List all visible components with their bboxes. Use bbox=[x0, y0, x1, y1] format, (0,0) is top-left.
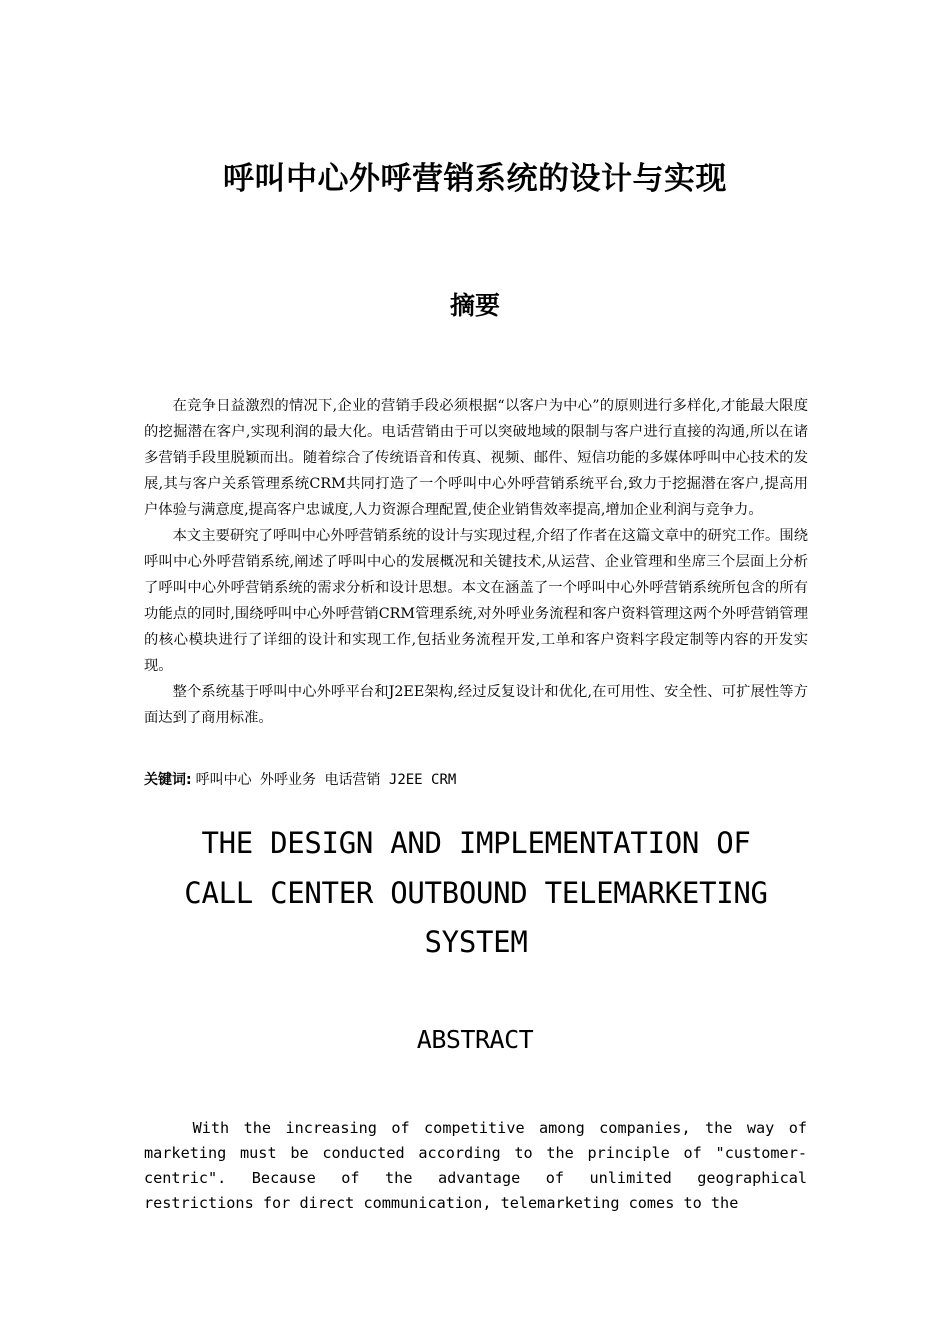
english-title-line-2: CALL CENTER OUTBOUND TELEMARKETING bbox=[184, 875, 768, 910]
keywords-values: 呼叫中心 外呼业务 电话营销 J2EE CRM bbox=[195, 772, 457, 788]
keywords-line bbox=[144, 769, 808, 791]
chinese-abstract-body bbox=[144, 393, 808, 731]
keywords-label: 关键词: bbox=[144, 772, 192, 788]
english-abstract-heading: ABSTRACT bbox=[416, 1025, 534, 1054]
english-abstract-body: With the increasing of competitive among companies, the way of marketing must be conducted according to the principle of "customer-centric". Because of the advantage of unlimited geographical restrictions for direct communication, telemarketing comes to the bbox=[144, 1119, 807, 1212]
english-title-line-3: SYSTEM bbox=[424, 925, 528, 959]
chinese-abstract-paragraph-3: 整个系统基于呼叫中心外呼平台和J2EE架构,经过反复设计和优化,在可用性、安全性、可扩展性等方面达到了商用标准。 bbox=[144, 684, 808, 726]
chinese-abstract-heading: 摘要 bbox=[449, 291, 500, 320]
english-title bbox=[144, 819, 808, 968]
chinese-abstract-paragraph-2: 本文主要研究了呼叫中心外呼营销系统的设计与实现过程,介绍了作者在这篇文章中的研究工作。围绕呼叫中心外呼营销系统,阐述了呼叫中心的发展概况和关键技术,从运营、企业管理和坐席三个层面上分析了呼叫中心外呼营销系统的需求分析和设计思想。本文在涵盖了一个呼叫中心外呼营销系统所包含的所有功能点的同时,围绕呼叫中心外呼营销CRM管理系统,对外呼业务流程和客户资料管理这两个外呼营销管理的核心模块进行了详细的设计和实现工作,包括业务流程开发,工单和客户资料字段定制等内容的开发实现。 bbox=[144, 528, 808, 674]
english-title-line-1: THE DESIGN AND IMPLEMENTATION OF bbox=[201, 826, 751, 860]
chinese-title: 呼叫中心外呼营销系统的设计与实现 bbox=[223, 161, 727, 197]
chinese-abstract-paragraph-1: 在竞争日益激烈的情况下,企业的营销手段必须根据“以客户为中心”的原则进行多样化,才能最大限度的挖掘潜在客户,实现利润的最大化。电话营销由于可以突破地域的限制与客户进行直接的沟通,所以在诸多营销手段里脱颖而出。随着综合了传统语音和传真、视频、邮件、短信功能的多媒体呼叫中心技术的发展,其与客户关系管理系统CRM共同打造了一个呼叫中心外呼营销系统平台,致力于挖掘潜在客户,提高用户体验与满意度,提高客户忠诚度,人力资源合理配置,使企业销售效率提高,增加企业利润与竞争力。 bbox=[144, 398, 808, 518]
